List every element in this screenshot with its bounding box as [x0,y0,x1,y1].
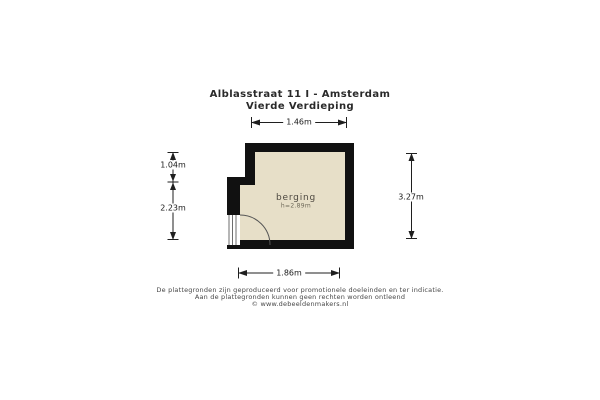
dimension-top-width: 1.46m [283,118,315,127]
page-title: Alblasstraat 11 I - Amsterdam [209,89,391,100]
disclaimer-line-1: De plattegronden zijn geproduceerd voor promotionele doeleinden en ter indicatie. [156,286,444,294]
disclaimer [0,287,600,309]
disclaimer-line-2: Aan de plattegronden kunnen geen rechten worden ontleend [194,293,406,302]
room-ceiling-height-label: h=2.89m [280,202,312,210]
dimension-right-height: 3.27m [395,193,427,202]
dimension-left-upper-height: 1.04m [157,161,189,170]
page-subtitle: Vierde Verdieping [245,101,355,112]
dimension-left-lower-height: 2.23m [157,204,189,213]
disclaimer-copyright: © www.debeeldenmakers.nl [251,300,349,309]
room-name-label: berging [275,193,317,203]
dimension-bottom-width: 1.86m [273,269,305,278]
